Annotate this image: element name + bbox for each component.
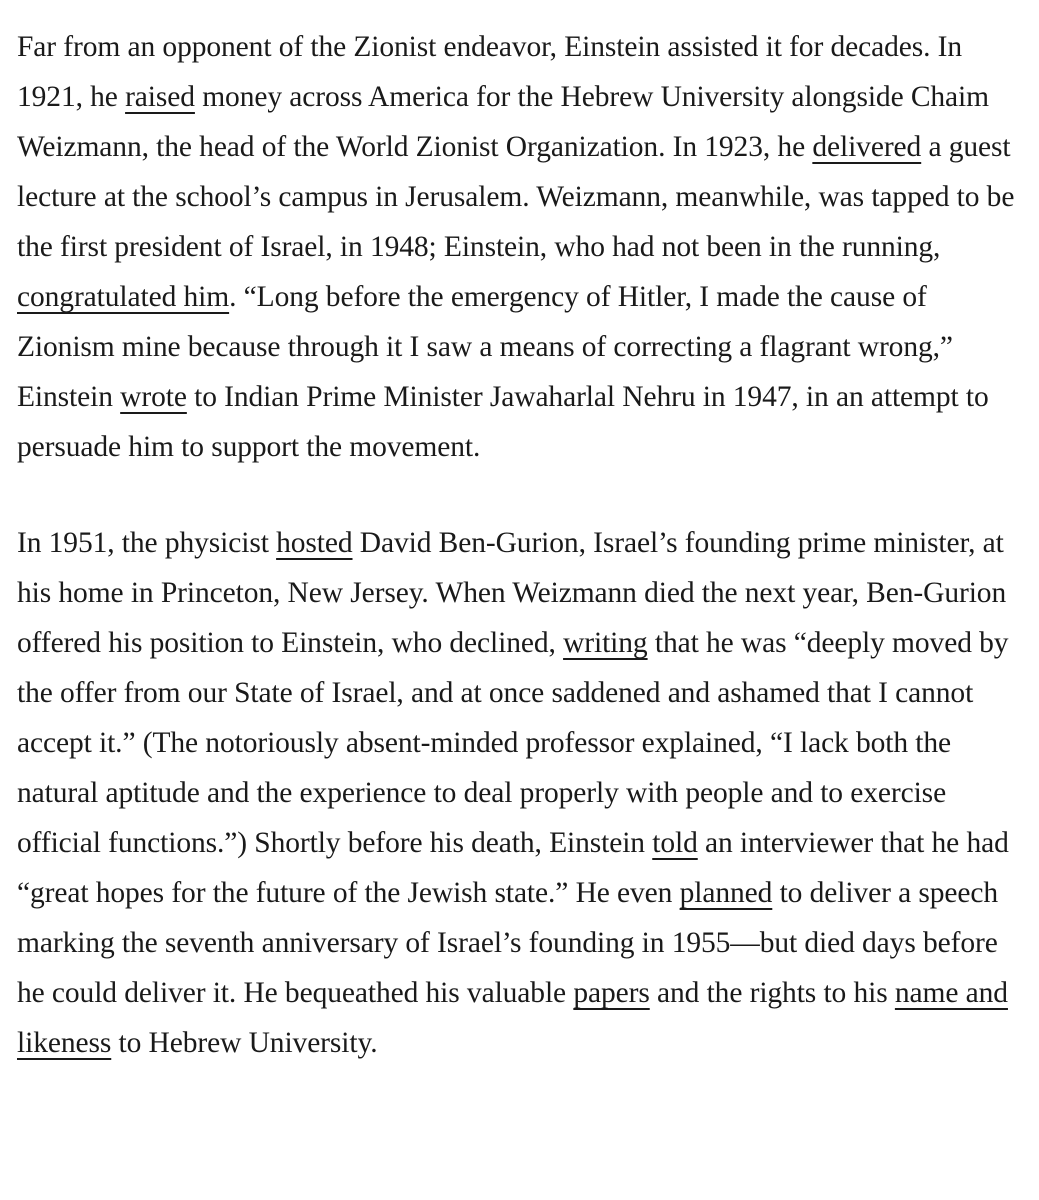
text-segment: money across America for the Hebrew University alongside Chaim Weizmann, the head of the World Zionist Organization. In 1923, he (17, 81, 989, 163)
text-segment: an interviewer that he had “great hopes for the future of the Jewish state.” He even (17, 827, 1009, 909)
link-told[interactable]: told (652, 827, 698, 859)
text-segment: to deliver a speech marking the seventh anniversary of Israel’s founding in 1955—but died days before he could deliver it. He bequeathed his valuable (17, 877, 999, 1009)
text-segment: to Indian Prime Minister Jawaharlal Nehru in 1947, in an attempt to persuade him to support the movement. (17, 381, 989, 463)
link-wrote[interactable]: wrote (120, 381, 187, 413)
paragraph-2 (17, 518, 1027, 1068)
link-congratulated-him[interactable]: congratulated him (17, 281, 230, 313)
link-raised[interactable]: raised (125, 81, 195, 113)
text-segment: . “Long before the emergency of Hitler, I made the cause of Zionism mine because through it I saw a means of correcting a flagrant wrong,” Einstein (17, 281, 953, 413)
text-segment: Far from an opponent of the Zionist endeavor, Einstein assisted it for decades. In 1921, he (17, 31, 963, 113)
link-name-and-likeness[interactable]: name and likeness (17, 977, 1008, 1059)
link-hosted[interactable]: hosted (276, 527, 353, 559)
article-body (17, 22, 1027, 1068)
text-segment: David Ben-Gurion, Israel’s founding prime minister, at his home in Princeton, New Jersey. When Weizmann died the next year, Ben-Gurion offered his position to Einstein, who declined, (17, 527, 1007, 659)
link-writing[interactable]: writing (563, 627, 648, 659)
paragraph-1 (17, 22, 1027, 472)
link-planned[interactable]: planned (679, 877, 773, 909)
text-segment: a guest lecture at the school’s campus in Jerusalem. Weizmann, meanwhile, was tapped to be the first president of Israel, in 1948; Einstein, who had not been in the running, (17, 131, 1015, 263)
link-delivered[interactable]: delivered (812, 131, 922, 163)
link-papers[interactable]: papers (573, 977, 650, 1009)
text-segment: In 1951, the physicist (17, 527, 277, 559)
text-segment: and the rights to his (649, 977, 895, 1009)
text-segment: that he was “deeply moved by the offer from our State of Israel, and at once saddened and ashamed that I cannot accept it.” (The notoriously absent-minded professor explained, “I lack both the natural aptitude and the experience to deal properly with people and to exercise official functions.”) Shortly before his death, Einstein (17, 627, 1009, 859)
text-segment: to Hebrew University. (111, 1027, 378, 1059)
